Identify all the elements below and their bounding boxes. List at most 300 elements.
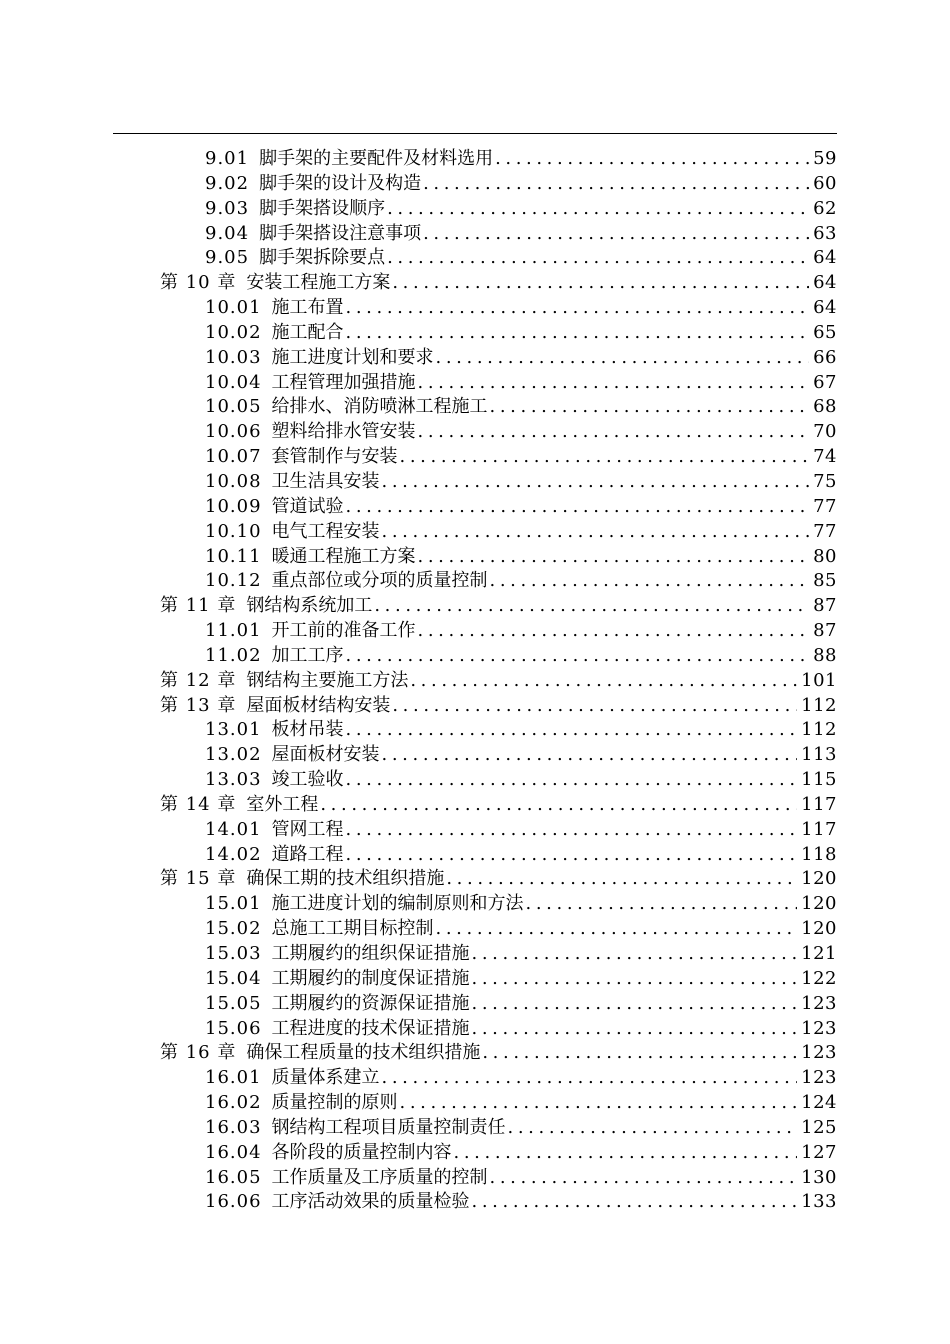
toc-entry-leader	[205, 197, 809, 222]
toc-entry-title: 脚手架的设计及构造	[259, 172, 422, 194]
toc-entry-heading	[160, 867, 446, 892]
toc-page-number: 118	[799, 843, 837, 868]
toc-entry-title: 工期履约的制度保证措施	[271, 967, 470, 989]
toc-entry-heading	[160, 694, 392, 719]
toc-entry-heading	[205, 644, 346, 669]
toc-entry-title: 确保工程质量的技术组织措施	[246, 1042, 481, 1064]
toc-entry-title: 确保工期的技术组织措施	[246, 868, 445, 890]
toc-entry-number: 11.01	[205, 620, 262, 642]
toc-dot-leader	[472, 1017, 798, 1042]
toc-dot-leader	[436, 917, 798, 942]
toc-section-row[interactable]	[0, 743, 950, 768]
toc-dot-leader	[400, 445, 810, 470]
toc-page-number: 87	[811, 594, 837, 619]
toc-entry-title: 安装工程施工方案	[246, 272, 391, 294]
toc-dot-leader	[387, 197, 809, 222]
toc-entry-title: 脚手架拆除要点	[259, 247, 386, 269]
toc-section-row[interactable]	[0, 470, 950, 495]
toc-dot-leader	[346, 843, 798, 868]
toc-entry-number: 第 11 章	[160, 595, 237, 617]
toc-entry-leader	[205, 321, 809, 346]
toc-dot-leader	[382, 520, 810, 545]
toc-dot-leader	[346, 495, 810, 520]
toc-entry-title: 工程进度的技术保证措施	[271, 1017, 470, 1039]
toc-entry-heading	[205, 1141, 454, 1166]
toc-section-row[interactable]	[0, 818, 950, 843]
toc-page-number: 64	[811, 296, 837, 321]
toc-entry-leader	[205, 172, 809, 197]
toc-entry-number: 第 10 章	[160, 272, 237, 294]
toc-entry-leader	[205, 1091, 797, 1116]
toc-section-row[interactable]	[0, 992, 950, 1017]
toc-entry-number: 10.07	[205, 446, 262, 468]
toc-entry-number: 9.03	[205, 197, 250, 219]
toc-entry-leader	[205, 246, 809, 271]
toc-entry-number: 16.02	[205, 1092, 262, 1114]
toc-entry-number: 9.01	[205, 148, 250, 169]
toc-entry-number: 10.01	[205, 297, 262, 319]
toc-entry-leader	[205, 818, 797, 843]
toc-page-number: 123	[799, 992, 837, 1017]
toc-section-row[interactable]	[0, 917, 950, 942]
toc-dot-leader	[418, 371, 810, 396]
toc-entry-heading	[205, 843, 346, 868]
toc-section-row[interactable]	[0, 520, 950, 545]
toc-dot-leader	[392, 271, 809, 296]
toc-page-number: 113	[799, 743, 837, 768]
toc-entry-leader	[205, 992, 797, 1017]
toc-entry-number: 10.11	[205, 545, 262, 567]
toc-page-number: 64	[811, 271, 837, 296]
toc-entry-heading	[160, 1041, 482, 1066]
toc-entry-leader	[205, 619, 809, 644]
toc-entry-leader	[205, 1141, 797, 1166]
toc-entry-number: 11.02	[205, 644, 262, 666]
toc-entry-number: 15.06	[205, 1017, 262, 1039]
toc-section-row[interactable]	[0, 1066, 950, 1091]
toc-page-number: 75	[811, 470, 837, 495]
toc-page-number: 123	[799, 1041, 837, 1066]
toc-entry-leader	[160, 867, 797, 892]
toc-dot-leader	[346, 768, 798, 793]
toc-entry-number: 10.02	[205, 321, 262, 343]
toc-entry-title: 工期履约的组织保证措施	[271, 943, 470, 964]
toc-entry-number: 10.09	[205, 495, 262, 517]
toc-page-number: 125	[799, 1116, 837, 1141]
toc-dot-leader	[400, 1091, 798, 1116]
toc-entry-title: 质量体系建立	[271, 1067, 380, 1089]
toc-entry-title: 脚手架搭设注意事项	[259, 222, 422, 244]
toc-entry-number: 16.01	[205, 1067, 262, 1089]
toc-section-row[interactable]	[0, 296, 950, 321]
toc-entry-number: 16.06	[205, 1191, 262, 1213]
toc-entry-title: 给排水、消防喷淋工程施工	[271, 396, 488, 418]
toc-page-number: 120	[799, 867, 837, 892]
toc-chapter-row[interactable]	[0, 594, 950, 619]
toc-entry-number: 9.04	[205, 222, 250, 244]
toc-entry-leader	[205, 346, 809, 371]
toc-entry-heading	[205, 420, 418, 445]
toc-dot-leader	[423, 222, 809, 247]
toc-section-row[interactable]	[0, 495, 950, 520]
toc-dot-leader	[423, 172, 809, 197]
toc-entry-heading	[160, 271, 392, 296]
toc-entry-heading	[205, 520, 382, 545]
toc-section-row[interactable]	[0, 445, 950, 470]
toc-section-row[interactable]	[0, 321, 950, 346]
toc-dot-leader	[472, 992, 798, 1017]
toc-dot-leader	[346, 321, 810, 346]
toc-section-row[interactable]	[0, 768, 950, 793]
toc-entry-number: 15.02	[205, 918, 262, 940]
toc-entry-title: 套管制作与安装	[271, 446, 398, 468]
toc-entry-number: 16.03	[205, 1116, 262, 1138]
toc-section-row[interactable]	[0, 222, 950, 247]
toc-section-row[interactable]	[0, 1141, 950, 1166]
toc-entry-number: 10.04	[205, 371, 262, 393]
table-of-contents	[0, 147, 950, 1215]
toc-dot-leader	[482, 1041, 797, 1066]
toc-entry-leader	[205, 520, 809, 545]
toc-entry-leader	[205, 495, 809, 520]
toc-section-row[interactable]	[0, 892, 950, 917]
toc-entry-leader	[205, 768, 797, 793]
toc-entry-heading	[205, 1017, 472, 1042]
toc-entry-heading	[205, 718, 346, 743]
toc-dot-leader	[418, 420, 810, 445]
toc-entry-leader	[205, 917, 797, 942]
toc-page-number: 123	[799, 1066, 837, 1091]
toc-entry-heading	[160, 793, 320, 818]
toc-entry-title: 暖通工程施工方案	[271, 545, 416, 567]
toc-entry-title: 总施工工期目标控制	[271, 918, 434, 940]
toc-entry-heading	[205, 743, 382, 768]
toc-entry-heading	[205, 768, 346, 793]
toc-dot-leader	[490, 569, 810, 594]
toc-entry-leader	[205, 1116, 797, 1141]
toc-entry-number: 10.06	[205, 421, 262, 443]
toc-entry-heading	[160, 669, 410, 694]
toc-section-row[interactable]	[0, 1091, 950, 1116]
toc-page-number: 66	[811, 346, 837, 371]
toc-entry-title: 卫生洁具安装	[271, 470, 380, 492]
toc-entry-heading	[205, 321, 346, 346]
toc-dot-leader	[490, 395, 810, 420]
toc-entry-leader	[205, 967, 797, 992]
toc-entry-number: 15.03	[205, 943, 262, 964]
toc-entry-heading	[205, 1116, 508, 1141]
toc-entry-number: 第 15 章	[160, 868, 237, 890]
toc-entry-title: 工序活动效果的质量检验	[271, 1191, 470, 1213]
toc-entry-title: 板材吊装	[271, 719, 344, 741]
toc-section-row[interactable]	[0, 1017, 950, 1042]
toc-entry-title: 屋面板材安装	[271, 744, 380, 766]
toc-dot-leader	[346, 718, 798, 743]
toc-section-row[interactable]	[0, 1116, 950, 1141]
toc-page-number: 68	[811, 395, 837, 420]
toc-dot-leader	[320, 793, 797, 818]
toc-page-number: 115	[799, 768, 837, 793]
toc-entry-heading	[205, 1091, 400, 1116]
toc-entry-heading	[205, 246, 387, 271]
toc-section-row[interactable]	[0, 545, 950, 570]
toc-entry-heading	[205, 197, 387, 222]
toc-entry-leader	[205, 545, 809, 570]
toc-entry-leader	[160, 694, 797, 719]
toc-entry-heading	[205, 495, 346, 520]
toc-page-number: 112	[799, 718, 837, 743]
toc-entry-leader	[205, 718, 797, 743]
toc-dot-leader	[392, 694, 797, 719]
toc-entry-heading	[205, 296, 346, 321]
toc-dot-leader	[346, 818, 798, 843]
toc-dot-leader	[418, 545, 810, 570]
toc-entry-number: 10.05	[205, 396, 262, 418]
toc-entry-heading	[205, 942, 472, 967]
toc-page-number: 124	[799, 1091, 837, 1116]
toc-chapter-row[interactable]	[0, 793, 950, 818]
toc-entry-title: 管道试验	[271, 495, 344, 517]
toc-page-number: 59	[811, 147, 837, 172]
toc-entry-heading	[205, 619, 418, 644]
toc-entry-leader	[205, 470, 809, 495]
toc-entry-number: 10.12	[205, 570, 262, 592]
toc-entry-number: 13.01	[205, 719, 262, 741]
toc-dot-leader	[374, 594, 809, 619]
toc-dot-leader	[382, 470, 810, 495]
toc-entry-leader	[205, 942, 797, 967]
toc-entry-number: 第 12 章	[160, 669, 237, 691]
toc-section-row[interactable]	[0, 147, 950, 172]
toc-page-number: 70	[811, 420, 837, 445]
toc-page-number: 67	[811, 371, 837, 396]
toc-page-number: 123	[799, 1017, 837, 1042]
toc-entry-title: 钢结构主要施工方法	[246, 669, 409, 691]
toc-entry-number: 9.02	[205, 172, 250, 194]
toc-section-row[interactable]	[0, 843, 950, 868]
toc-entry-number: 15.04	[205, 967, 262, 989]
toc-section-row[interactable]	[0, 420, 950, 445]
toc-entry-title: 重点部位或分项的质量控制	[271, 570, 488, 592]
toc-dot-leader	[387, 246, 809, 271]
toc-entry-leader	[205, 1066, 797, 1091]
toc-entry-title: 加工工序	[271, 644, 344, 666]
toc-entry-leader	[205, 569, 809, 594]
toc-entry-title: 脚手架的主要配件及材料选用	[259, 148, 494, 169]
toc-entry-title: 钢结构工程项目质量控制责任	[271, 1116, 506, 1138]
toc-entry-leader	[205, 445, 809, 470]
toc-entry-title: 施工配合	[271, 321, 344, 343]
toc-entry-title: 各阶段的质量控制内容	[271, 1141, 452, 1163]
toc-dot-leader	[446, 867, 797, 892]
toc-section-row[interactable]	[0, 1190, 950, 1215]
toc-section-row[interactable]	[0, 942, 950, 967]
toc-entry-number: 第 13 章	[160, 694, 237, 716]
toc-entry-heading	[205, 371, 418, 396]
toc-section-row[interactable]	[0, 172, 950, 197]
toc-entry-leader	[160, 271, 809, 296]
toc-page-number: 62	[811, 197, 837, 222]
toc-entry-number: 14.01	[205, 818, 262, 840]
toc-dot-leader	[418, 619, 810, 644]
toc-entry-number: 第 16 章	[160, 1042, 237, 1064]
toc-entry-number: 10.08	[205, 470, 262, 492]
toc-entry-leader	[205, 1166, 797, 1191]
toc-dot-leader	[508, 1116, 798, 1141]
toc-page-number: 122	[799, 967, 837, 992]
toc-dot-leader	[382, 1066, 798, 1091]
toc-page-number: 65	[811, 321, 837, 346]
toc-entry-heading	[205, 917, 436, 942]
toc-entry-heading	[205, 395, 490, 420]
toc-entry-leader	[205, 147, 809, 172]
toc-entry-heading	[160, 594, 374, 619]
toc-entry-heading	[205, 892, 526, 917]
header-rule	[113, 133, 837, 134]
toc-entry-number: 10.03	[205, 346, 262, 368]
toc-section-row[interactable]	[0, 619, 950, 644]
toc-entry-title: 塑料给排水管安装	[271, 421, 416, 443]
toc-entry-number: 9.05	[205, 247, 250, 269]
toc-entry-title: 施工布置	[271, 297, 344, 319]
toc-entry-leader	[205, 644, 809, 669]
toc-entry-leader	[205, 371, 809, 396]
toc-entry-heading	[205, 545, 418, 570]
toc-section-row[interactable]	[0, 1166, 950, 1191]
toc-page-number: 77	[811, 495, 837, 520]
toc-dot-leader	[495, 147, 809, 172]
toc-entry-number: 16.04	[205, 1141, 262, 1163]
toc-entry-title: 电气工程安装	[271, 520, 380, 542]
toc-entry-heading	[205, 1066, 382, 1091]
toc-section-row[interactable]	[0, 371, 950, 396]
toc-chapter-row[interactable]	[0, 669, 950, 694]
toc-entry-heading	[205, 147, 495, 172]
toc-entry-leader	[205, 843, 797, 868]
toc-entry-leader	[205, 743, 797, 768]
toc-section-row[interactable]	[0, 569, 950, 594]
toc-entry-title: 工作质量及工序质量的控制	[271, 1166, 488, 1188]
toc-dot-leader	[472, 942, 798, 967]
toc-entry-title: 竣工验收	[271, 769, 344, 791]
toc-chapter-row[interactable]	[0, 271, 950, 296]
toc-entry-heading	[205, 1190, 472, 1215]
toc-entry-heading	[205, 967, 472, 992]
toc-section-row[interactable]	[0, 644, 950, 669]
toc-entry-leader	[205, 1017, 797, 1042]
toc-entry-number: 16.05	[205, 1166, 262, 1188]
toc-page-number: 87	[811, 619, 837, 644]
toc-entry-number: 13.03	[205, 769, 262, 791]
toc-entry-leader	[205, 892, 797, 917]
toc-entry-leader	[205, 420, 809, 445]
toc-entry-title: 工程管理加强措施	[271, 371, 416, 393]
toc-section-row[interactable]	[0, 197, 950, 222]
toc-entry-title: 工期履约的资源保证措施	[271, 992, 470, 1014]
toc-page-number: 112	[799, 694, 837, 719]
toc-entry-title: 施工进度计划的编制原则和方法	[271, 893, 524, 915]
toc-entry-title: 钢结构系统加工	[246, 595, 373, 617]
toc-section-row[interactable]	[0, 246, 950, 271]
toc-entry-title: 屋面板材结构安装	[246, 694, 391, 716]
toc-chapter-row[interactable]	[0, 867, 950, 892]
toc-section-row[interactable]	[0, 395, 950, 420]
toc-page-number: 120	[799, 917, 837, 942]
toc-entry-leader	[160, 1041, 797, 1066]
toc-page-number: 133	[799, 1190, 837, 1215]
toc-page-number: 64	[811, 246, 837, 271]
toc-section-row[interactable]	[0, 346, 950, 371]
toc-page-number: 60	[811, 172, 837, 197]
toc-page-number: 117	[799, 793, 837, 818]
toc-entry-number: 13.02	[205, 744, 262, 766]
toc-dot-leader	[436, 346, 810, 371]
toc-page-number: 127	[799, 1141, 837, 1166]
toc-entry-heading	[205, 1166, 490, 1191]
toc-entry-heading	[205, 992, 472, 1017]
toc-dot-leader	[454, 1141, 798, 1166]
toc-entry-heading	[205, 445, 400, 470]
toc-dot-leader	[526, 892, 798, 917]
toc-entry-number: 15.01	[205, 893, 262, 915]
toc-entry-title: 室外工程	[246, 793, 319, 815]
toc-page-number: 80	[811, 545, 837, 570]
toc-entry-leader	[205, 222, 809, 247]
toc-entry-leader	[205, 1190, 797, 1215]
toc-entry-title: 管网工程	[271, 818, 344, 840]
toc-dot-leader	[490, 1166, 798, 1191]
toc-dot-leader	[346, 296, 810, 321]
toc-dot-leader	[472, 1190, 798, 1215]
toc-entry-leader	[160, 793, 797, 818]
toc-dot-leader	[472, 967, 798, 992]
toc-entry-title: 质量控制的原则	[271, 1092, 398, 1114]
toc-entry-leader	[205, 395, 809, 420]
toc-section-row[interactable]	[0, 718, 950, 743]
toc-entry-heading	[205, 222, 423, 247]
toc-entry-heading	[205, 470, 382, 495]
toc-page-number: 88	[811, 644, 837, 669]
toc-page-number: 117	[799, 818, 837, 843]
toc-dot-leader	[382, 743, 798, 768]
toc-chapter-row[interactable]	[0, 1041, 950, 1066]
toc-dot-leader	[346, 644, 810, 669]
toc-entry-title: 开工前的准备工作	[271, 620, 416, 642]
toc-page-number: 63	[811, 222, 837, 247]
toc-entry-title: 脚手架搭设顺序	[259, 197, 386, 219]
toc-entry-leader	[160, 594, 809, 619]
toc-chapter-row[interactable]	[0, 694, 950, 719]
toc-entry-heading	[205, 569, 490, 594]
toc-dot-leader	[410, 669, 797, 694]
toc-page-number: 130	[799, 1166, 837, 1191]
toc-entry-title: 施工进度计划和要求	[271, 346, 434, 368]
toc-entry-leader	[205, 296, 809, 321]
toc-page-number: 121	[799, 942, 837, 967]
toc-entry-number: 14.02	[205, 843, 262, 865]
toc-entry-title: 道路工程	[271, 843, 344, 865]
toc-entry-number: 第 14 章	[160, 793, 237, 815]
toc-page-number: 85	[811, 569, 837, 594]
toc-entry-heading	[205, 172, 423, 197]
toc-page-number: 74	[811, 445, 837, 470]
toc-section-row[interactable]	[0, 967, 950, 992]
toc-entry-leader	[160, 669, 797, 694]
toc-entry-heading	[205, 346, 436, 371]
toc-entry-number: 15.05	[205, 992, 262, 1014]
toc-entry-heading	[205, 818, 346, 843]
toc-page-number: 120	[799, 892, 837, 917]
